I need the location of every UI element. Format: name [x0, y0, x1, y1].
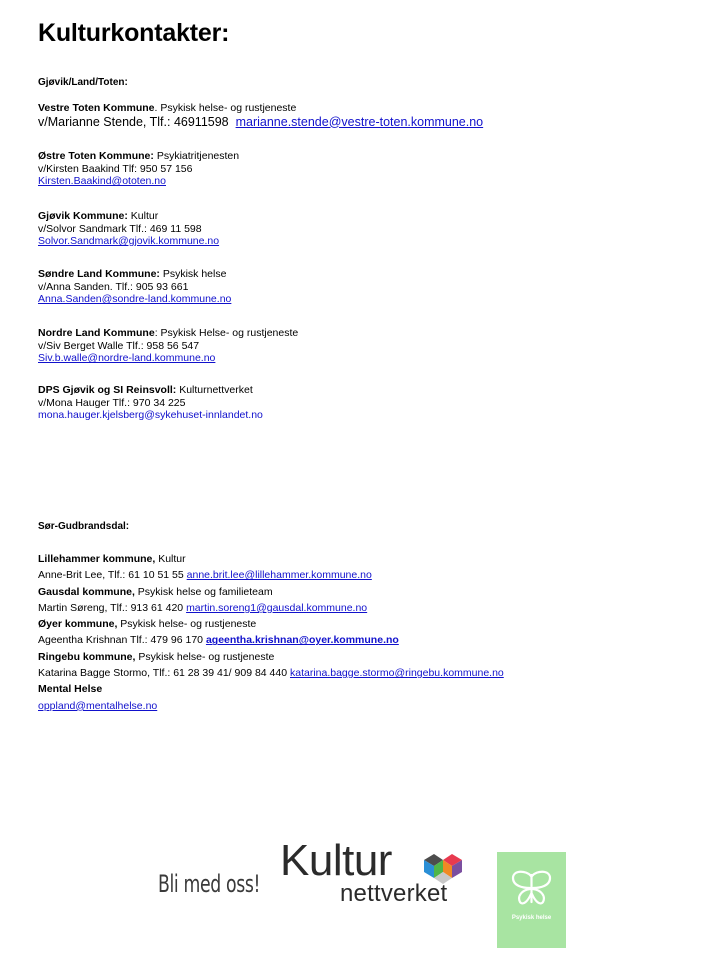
email-link[interactable]: anne.brit.lee@lillehammer.kommune.no [186, 569, 372, 582]
contact-sondre-land [38, 268, 231, 306]
section-heading-gjovik: Gjøvik/Land/Toten: [38, 77, 128, 88]
email-link[interactable]: martin.soreng1@gausdal.kommune.no [186, 601, 368, 614]
contact-dept: Kultur [127, 210, 159, 222]
logo-subtext: nettverket [340, 880, 448, 907]
logo-wordmark: Kultur [280, 836, 392, 885]
contact-org: Lillehammer kommune, [38, 553, 156, 565]
contact-org: Vestre Toten Kommune [38, 102, 155, 114]
contact-person: v/Mona Hauger Tlf.: 970 34 225 [38, 396, 186, 409]
contact-org: Østre Toten Kommune: [38, 150, 154, 162]
email-link[interactable]: oppland@mentalhelse.no [38, 699, 158, 712]
contact-org: Ringebu kommune, [38, 650, 136, 663]
contact-dept: Psykiatritjenesten [153, 150, 240, 162]
contact-dept: Psykisk helse- og rustjeneste [135, 650, 275, 663]
contact-dept: Psykisk helse [159, 268, 227, 280]
contact-dept: Psykisk helse og familieteam [134, 585, 273, 598]
contact-person: v/Kirsten Baakind Tlf: 950 57 156 [38, 162, 193, 175]
contact-org: Øyer kommune, [38, 618, 118, 631]
contact-list-sor-gudbrandsdal [38, 551, 504, 714]
badge-label: Psykisk helse [511, 915, 552, 921]
contact-person: v/Anna Sanden. Tlf.: 905 93 661 [38, 280, 189, 293]
email-link[interactable]: Anna.Sanden@sondre-land.kommune.no [38, 293, 232, 305]
contact-person: Ageentha Krishnan Tlf.: 479 96 170 [38, 634, 206, 647]
contact-org: Søndre Land Kommune: [38, 268, 160, 280]
page-title: Kulturkontakter: [38, 19, 230, 47]
contact-org: DPS Gjøvik og SI Reinsvoll: [38, 384, 177, 396]
email-link[interactable]: mona.hauger.kjelsberg@sykehuset-innlandet.no [38, 409, 263, 421]
contact-person: Martin Søreng, Tlf.: 913 61 420 [38, 601, 187, 614]
contact-dept: Kulturnettverket [176, 384, 253, 396]
email-link[interactable]: ageentha.krishnan@oyer.kommune.no [205, 634, 399, 647]
email-link[interactable]: katarina.bagge.stormo@ringebu.kommune.no [289, 667, 504, 680]
contact-dept: : Psykisk Helse- og rustjeneste [154, 327, 299, 339]
contact-dps-gjovik [38, 384, 263, 422]
slogan-text: Bli med oss! [158, 870, 261, 898]
contact-ostre-toten [38, 150, 239, 188]
contact-person: Katarina Bagge Stormo, Tlf.: 61 28 39 41/ 909 84 440 [38, 667, 290, 680]
contact-dept: Psykisk helse- og rustjeneste [117, 618, 257, 631]
psykisk-helse-logo [497, 852, 566, 948]
contact-org: Gausdal kommune, [38, 585, 135, 598]
email-link[interactable]: Solvor.Sandmark@gjovik.kommune.no [38, 235, 220, 247]
email-link[interactable]: marianne.stende@vestre-toten.kommune.no [235, 114, 484, 129]
section-heading-sor-gudbrandsdal: Sør-Gudbrandsdal: [38, 521, 130, 532]
butterfly-icon [509, 868, 554, 912]
contact-person: v/Solvor Sandmark Tlf.: 469 11 598 [38, 222, 202, 235]
email-link[interactable]: Kirsten.Baakind@ototen.no [38, 175, 166, 187]
contact-org: Nordre Land Kommune [38, 327, 155, 339]
email-link[interactable]: Siv.b.walle@nordre-land.kommune.no [38, 352, 216, 364]
contact-person: Anne-Brit Lee, Tlf.: 61 10 51 55 [38, 569, 187, 582]
contact-person: v/Marianne Stende, Tlf.: 46911598 [38, 114, 229, 129]
contact-person: v/Siv Berget Walle Tlf.: 958 56 547 [38, 339, 200, 352]
contact-dept: Kultur [155, 553, 186, 565]
contact-nordre-land [38, 327, 298, 365]
contact-gjovik [38, 210, 219, 248]
contact-vestre-toten [38, 102, 483, 130]
contact-org: Gjøvik Kommune: [38, 210, 128, 222]
contact-org: Mental Helse [38, 683, 103, 696]
contact-dept: . Psykisk helse- og rustjeneste [154, 102, 297, 114]
